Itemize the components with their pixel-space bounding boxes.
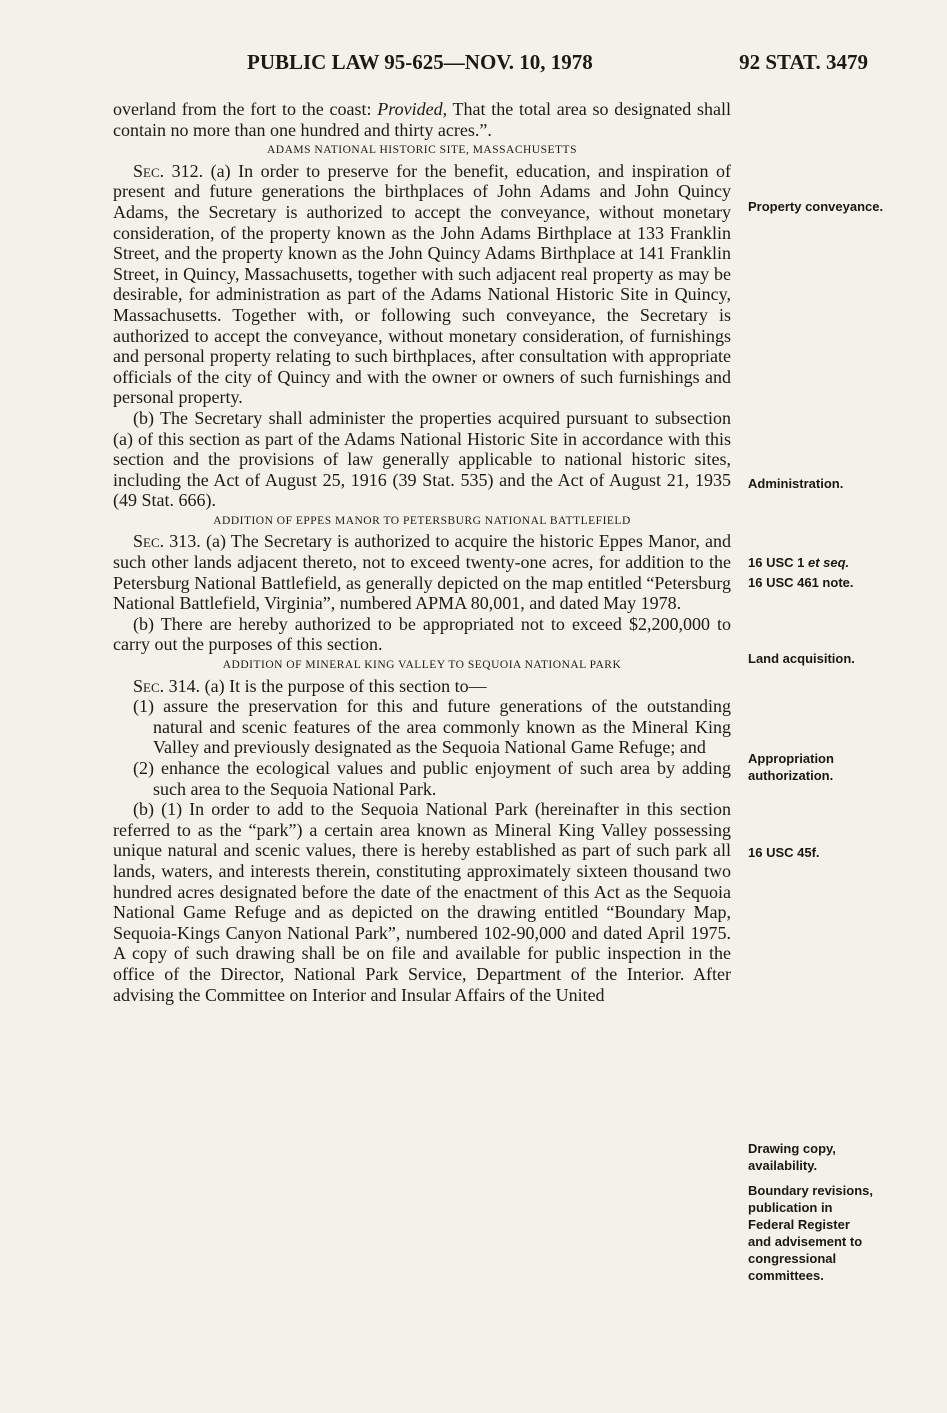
section-314-a: Sec. 314. (a) It is the purpose of this section to— bbox=[133, 675, 487, 696]
section-313-a: Sec. 313. (a) The Secretary is authorized to acquire the historic Eppes Manor, and such other lands adjacent thereto, not to exceed twenty-one acres, for addition to the Petersburg National Battlefield, as generally depicted on the map entitled “Petersburg National Battlefield, Virginia”, numbered APMA 80,001, and dated May 1978. bbox=[113, 531, 731, 614]
statute-page-number: 92 STAT. 3479 bbox=[739, 50, 868, 74]
margin-note-boundary-revisions: Boundary revisions, publication in Federal Register and advisement to congressional committees. bbox=[748, 1183, 873, 1283]
running-title: PUBLIC LAW 95-625—NOV. 10, 1978 bbox=[247, 50, 593, 74]
section-313-b: (b) There are hereby authorized to be appropriated not to exceed $2,200,000 to carry out the purposes of this section. bbox=[113, 613, 731, 655]
paragraph-continuation: overland from the fort to the coast: Provided, That the total area so designated shall contain no more than one hundred and thirty acres.”. bbox=[113, 99, 731, 140]
margin-note-usc-461: 16 USC 461 note. bbox=[748, 575, 854, 590]
section-312-a: Sec. 312. (a) In order to preserve for the benefit, education, and inspiration of present and future generations the birthplaces of John Adams and John Quincy Adams, the Secretary is authorized to accept the conveyance, without monetary consideration, of the property known as the John Adams Birthplace at 133 Franklin Street, and the property known as the John Quincy Adams Birthplace at 141 Franklin Street, in Quincy, Massachusetts, together with such adjacent real property as may be desirable, for administration as part of the Adams National Historic Site in Quincy, Massachusetts. Together with, or following such conveyance, the Secretary is authorized to accept the conveyance, without monetary consideration, of furnishings and personal property relating to such birthplaces, after consultation with appropriate officials of the city of Quincy and with the owner or owners of such furnishings and personal property. bbox=[113, 160, 732, 408]
section-314-b: (b) (1) In order to add to the Sequoia National Park (hereinafter in this section referred to as the “park”) a certain area known as Mineral King Valley possessing unique natural and scenic values, there is hereby established as part of such park all lands, waters, and interests therein, constituting approximately sixteen thousand two hundred acres designated before the date of the enactment of this Act as the Sequoia National Game Refuge and as depicted on the drawing entitled “Boundary Map, Sequoia-Kings Canyon National Park”, numbered 102-90,000 and dated April 1975. A copy of such drawing shall be on file and available for public inspection in the office of the Director, National Park Service, Department of the Interior. After advising the Committee on Interior and Insular Affairs of the United bbox=[113, 799, 731, 1005]
margin-note-administration: Administration. bbox=[748, 476, 844, 491]
margin-note-appropriation: Appropriation authorization. bbox=[748, 751, 834, 783]
margin-note-usc-45f: 16 USC 45f. bbox=[748, 845, 820, 860]
heading-adams-site: ADAMS NATIONAL HISTORIC SITE, MASSACHUSETTS bbox=[267, 144, 577, 157]
section-label: Sec. 312. bbox=[133, 160, 204, 181]
margin-note-property-conveyance: Property conveyance. bbox=[748, 199, 884, 214]
section-314-a-1: (1) assure the preservation for this and future generations of the outstanding natural and scenic features of the area commonly known as the Mineral King Valley and previously designated as the Sequoia National Game Refuge; and bbox=[133, 696, 731, 758]
section-312-b: (b) The Secretary shall administer the properties acquired pursuant to subsection (a) of this section as part of the Adams National Historic Site in accordance with this section and the provisions of law generally applicable to national historic sites, including the Act of August 25, 1916 (39 Stat. 535) and the Act of August 21, 1935 (49 Stat. 666). bbox=[113, 407, 731, 511]
margin-note-drawing-copy: Drawing copy, availability. bbox=[748, 1141, 836, 1173]
main-text bbox=[113, 99, 731, 1005]
heading-mineral-king: ADDITION OF MINERAL KING VALLEY TO SEQUOIA NATIONAL PARK bbox=[222, 659, 622, 672]
section-314-a-2: (2) enhance the ecological values and public enjoyment of such area by adding such area to the Sequoia National Park. bbox=[133, 758, 731, 799]
margin-note-usc-1: 16 USC 1 et seq. bbox=[748, 555, 850, 570]
section-label: Sec. 313. bbox=[133, 531, 201, 552]
page-header bbox=[232, 50, 872, 82]
section-label: Sec. 314. bbox=[133, 675, 201, 696]
margin-note-land-acquisition: Land acquisition. bbox=[748, 651, 855, 666]
provided-emphasis: Provided bbox=[377, 99, 443, 119]
heading-eppes-manor: ADDITION OF EPPES MANOR TO PETERSBURG NATIONAL BATTLEFIELD bbox=[213, 514, 631, 527]
